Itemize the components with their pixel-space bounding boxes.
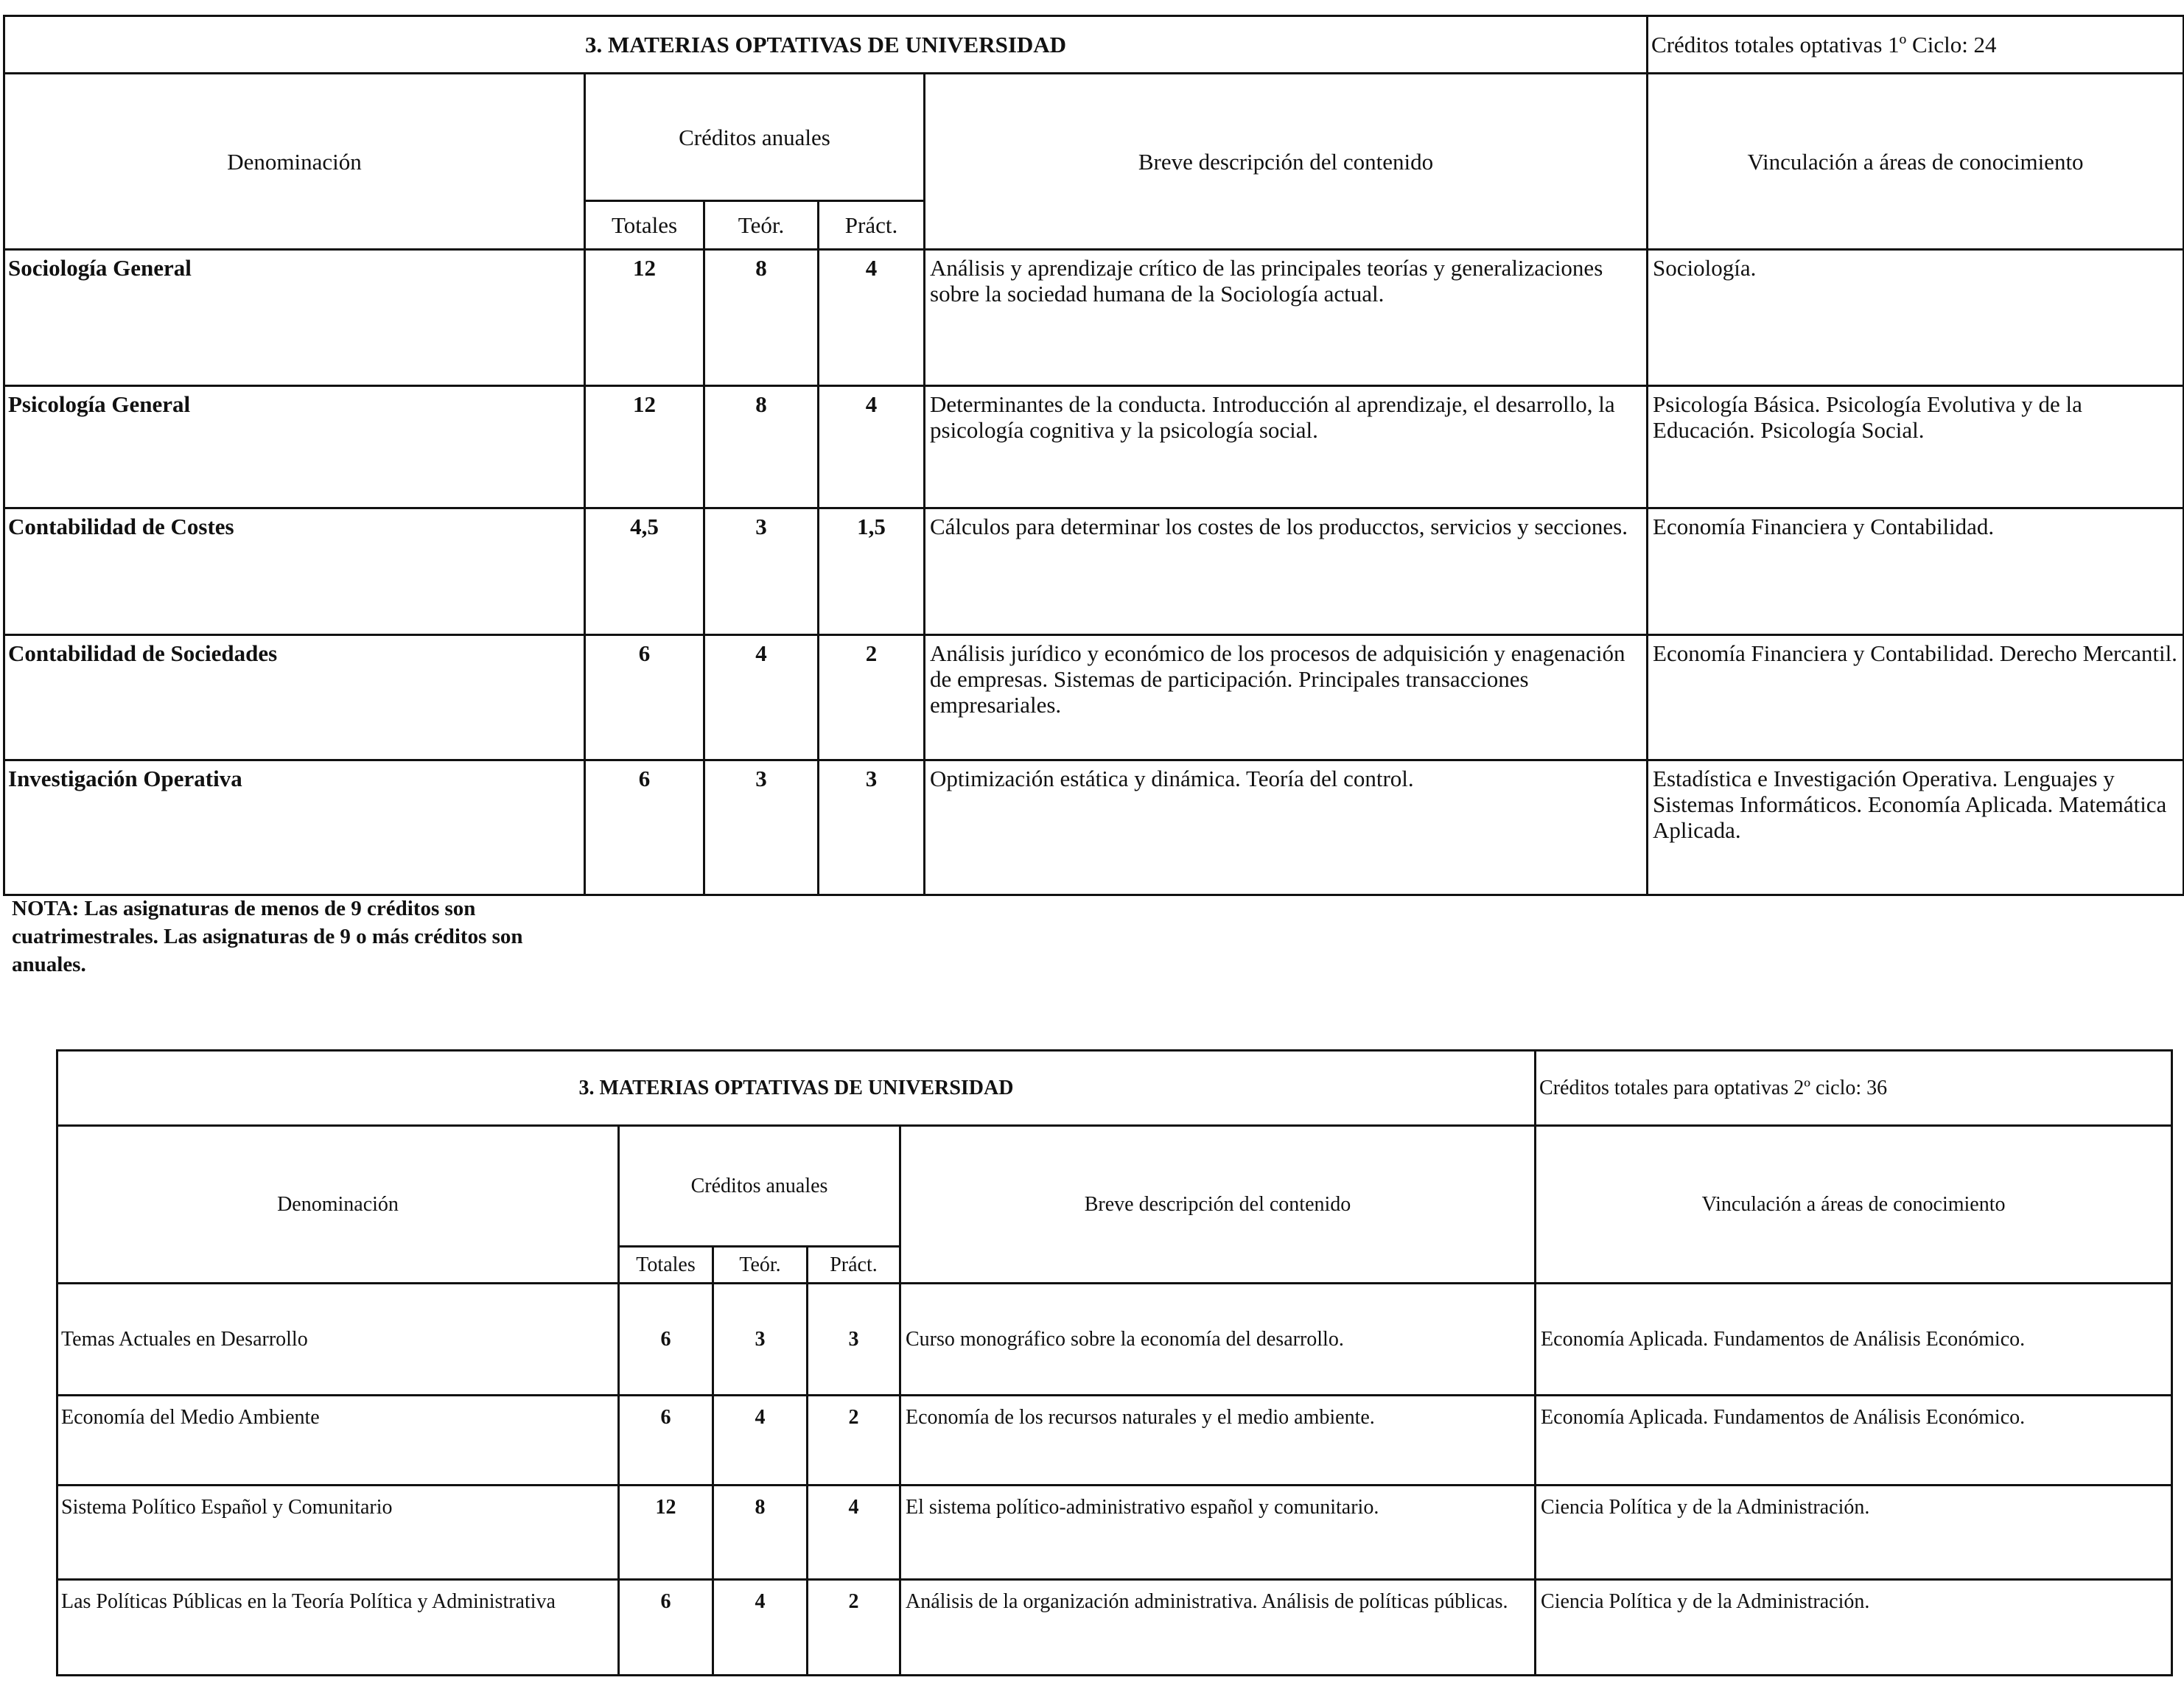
table-row [4, 635, 2184, 760]
credits-totales: 12 [585, 386, 704, 508]
credits-teor: 3 [704, 508, 819, 635]
credits-teor: 8 [713, 1486, 808, 1580]
credits-totales: 12 [619, 1486, 713, 1580]
credits-pract: 2 [808, 1580, 900, 1676]
credits-totales: 6 [585, 760, 704, 895]
subject-name: Contabilidad de Costes [4, 508, 585, 635]
credits-pract: 4 [819, 386, 925, 508]
header-pract: Práct. [819, 201, 925, 250]
credits-pract: 4 [808, 1486, 900, 1580]
header-teor: Teór. [704, 201, 819, 250]
credits-note: NOTA: Las asignaturas de menos de 9 créditos son cuatrimestrales. Las asignaturas de 9 o más créditos son anuales. [12, 897, 523, 976]
subject-description: Curso monográfico sobre la economía del desarrollo. [900, 1284, 1536, 1396]
credits-pract: 2 [808, 1396, 900, 1486]
subject-description: Optimización estática y dinámica. Teoría del control. [925, 760, 1648, 895]
knowledge-areas: Ciencia Política y de la Administración. [1536, 1580, 2172, 1676]
knowledge-areas: Economía Aplicada. Fundamentos de Análisis Económico. [1536, 1396, 2172, 1486]
credits-pract: 2 [819, 635, 925, 760]
subject-description: Determinantes de la conducta. Introducción al aprendizaje, el desarrollo, la psicología cognitiva y la psicología social. [925, 386, 1648, 508]
credits-totales: 6 [619, 1580, 713, 1676]
knowledge-areas: Ciencia Política y de la Administración. [1536, 1486, 2172, 1580]
table-row [4, 250, 2184, 386]
table-row [57, 1580, 2172, 1676]
credits-teor: 4 [704, 635, 819, 760]
header-pract: Práct. [808, 1247, 900, 1284]
total-credits: Créditos totales para optativas 2º ciclo: 36 [1536, 1051, 2172, 1126]
table-row [57, 1396, 2172, 1486]
subject-description: Análisis jurídico y económico de los procesos de adquisición y enagenación de empresas. Sistemas de participación. Principales transacciones empresariales. [925, 635, 1648, 760]
header-teor: Teór. [713, 1247, 808, 1284]
credits-teor: 8 [704, 386, 819, 508]
credits-teor: 3 [704, 760, 819, 895]
knowledge-areas: Sociología. [1648, 250, 2184, 386]
subject-name: Psicología General [4, 386, 585, 508]
knowledge-areas: Psicología Básica. Psicología Evolutiva y de la Educación. Psicología Social. [1648, 386, 2184, 508]
optional-subjects-table-second-cycle [56, 1049, 2173, 1676]
credits-pract: 3 [808, 1284, 900, 1396]
subject-description: Análisis de la organización administrativa. Análisis de políticas públicas. [900, 1580, 1536, 1676]
header-descripcion: Breve descripción del contenido [900, 1126, 1536, 1284]
subject-description: Economía de los recursos naturales y el medio ambiente. [900, 1396, 1536, 1486]
table-row [4, 386, 2184, 508]
header-totales: Totales [619, 1247, 713, 1284]
header-totales: Totales [585, 201, 704, 250]
header-areas: Vinculación a áreas de conocimiento [1536, 1126, 2172, 1284]
credits-totales: 6 [619, 1396, 713, 1486]
credits-totales: 4,5 [585, 508, 704, 635]
subject-name: Contabilidad de Sociedades [4, 635, 585, 760]
credits-totales: 12 [585, 250, 704, 386]
table-row [4, 760, 2184, 895]
credits-totales: 6 [585, 635, 704, 760]
knowledge-areas: Economía Aplicada. Fundamentos de Análisis Económico. [1536, 1284, 2172, 1396]
subject-name: Temas Actuales en Desarrollo [57, 1284, 619, 1396]
header-creditos-anuales: Créditos anuales [585, 74, 925, 201]
subject-name: Sociología General [4, 250, 585, 386]
credits-teor: 3 [713, 1284, 808, 1396]
subject-name: Sistema Político Español y Comunitario [57, 1486, 619, 1580]
table-row [57, 1284, 2172, 1396]
credits-teor: 8 [704, 250, 819, 386]
total-credits: Créditos totales optativas 1º Ciclo: 24 [1648, 16, 2184, 74]
table-row [57, 1486, 2172, 1580]
knowledge-areas: Estadística e Investigación Operativa. Lenguajes y Sistemas Informáticos. Economía Aplicada. Matemática Aplicada. [1648, 760, 2184, 895]
subject-description: El sistema político-administrativo español y comunitario. [900, 1486, 1536, 1580]
credits-totales: 6 [619, 1284, 713, 1396]
subject-name: Las Políticas Públicas en la Teoría Política y Administrativa [57, 1580, 619, 1676]
table-row [4, 508, 2184, 635]
optional-subjects-table-first-cycle [3, 15, 2184, 896]
header-descripcion: Breve descripción del contenido [925, 74, 1648, 250]
knowledge-areas: Economía Financiera y Contabilidad. [1648, 508, 2184, 635]
knowledge-areas: Economía Financiera y Contabilidad. Derecho Mercantil. [1648, 635, 2184, 760]
header-areas: Vinculación a áreas de conocimiento [1648, 74, 2184, 250]
header-denominacion: Denominación [4, 74, 585, 250]
subject-name: Investigación Operativa [4, 760, 585, 895]
table-title: 3. MATERIAS OPTATIVAS DE UNIVERSIDAD [57, 1051, 1536, 1126]
credits-pract: 1,5 [819, 508, 925, 635]
credits-teor: 4 [713, 1396, 808, 1486]
subject-name: Economía del Medio Ambiente [57, 1396, 619, 1486]
header-creditos-anuales: Créditos anuales [619, 1126, 900, 1247]
credits-teor: 4 [713, 1580, 808, 1676]
credits-pract: 4 [819, 250, 925, 386]
table-title: 3. MATERIAS OPTATIVAS DE UNIVERSIDAD [4, 16, 1648, 74]
credits-pract: 3 [819, 760, 925, 895]
subject-description: Cálculos para determinar los costes de los producctos, servicios y secciones. [925, 508, 1648, 635]
subject-description: Análisis y aprendizaje crítico de las principales teorías y generalizaciones sobre la sociedad humana de la Sociología actual. [925, 250, 1648, 386]
header-denominacion: Denominación [57, 1126, 619, 1284]
